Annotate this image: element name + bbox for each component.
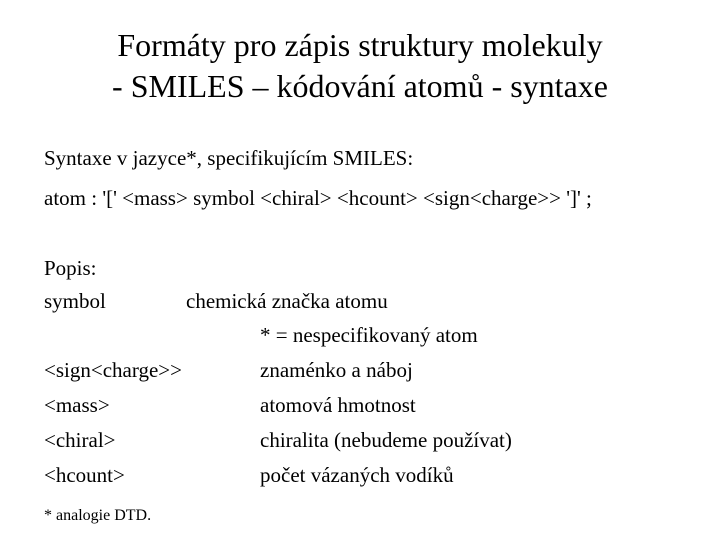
slide-title-line-1: Formáty pro zápis struktury molekuly — [117, 27, 603, 63]
definition-sign-charge: znaménko a náboj — [260, 358, 413, 382]
intro-text: Syntaxe v jazyce*, specifikujícím SMILES: — [44, 146, 414, 170]
term-chiral: <chiral> — [44, 428, 116, 452]
slide-title-line-2: - SMILES – kódování atomů - syntaxe — [112, 68, 608, 104]
definition-hcount: počet vázaných vodíků — [260, 463, 454, 487]
definition-chiral: chiralita (nebudeme používat) — [260, 428, 512, 452]
grammar-rule: atom : '[' <mass> symbol <chiral> <hcount> <sign<charge>> ']' ; — [44, 186, 592, 210]
term-mass: <mass> — [44, 393, 110, 417]
definition-symbol: chemická značka atomu — [186, 289, 388, 313]
description-heading: Popis: — [44, 256, 97, 280]
term-sign-charge: <sign<charge>> — [44, 358, 182, 382]
definition-unspecified-atom: * = nespecifikovaný atom — [260, 323, 478, 347]
definition-mass: atomová hmotnost — [260, 393, 416, 417]
term-symbol: symbol — [44, 289, 106, 313]
footnote: * analogie DTD. — [44, 507, 152, 524]
term-hcount: <hcount> — [44, 463, 125, 487]
